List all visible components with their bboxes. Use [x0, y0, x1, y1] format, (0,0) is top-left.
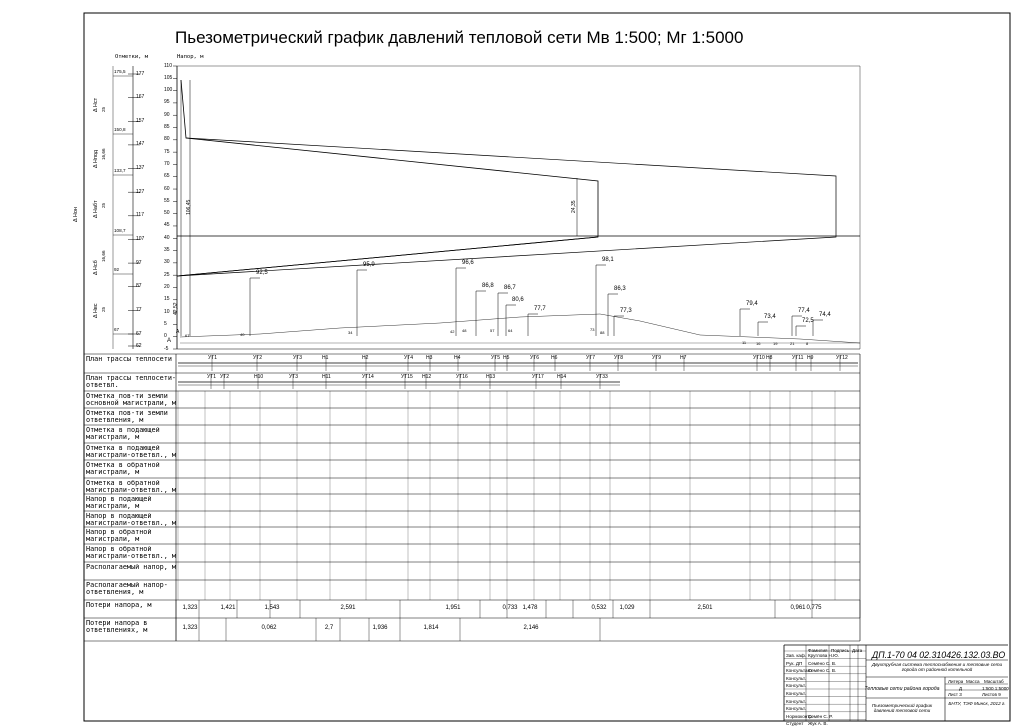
- plan-branch-label: УТ1: [207, 374, 217, 380]
- plan-node-label: УТ11: [792, 355, 804, 361]
- head-tick-label: 45: [164, 222, 170, 229]
- plan-branch-label: УТ15: [401, 374, 413, 380]
- plan-branch-label: УТ16: [456, 374, 468, 380]
- tb-role: Рук. ДП: [786, 660, 803, 666]
- elevation-tick-label: 62: [136, 342, 142, 349]
- plan-node-label: Н1: [322, 355, 329, 361]
- row-label: Располагаемый напор- ответвления, м: [86, 582, 168, 597]
- tb-role: Консульт.: [786, 683, 806, 689]
- loss-branch-value: 2,7: [324, 625, 334, 631]
- branch-value: 72,5: [802, 318, 814, 324]
- row-label: План трассы теплосети- ответвл.: [86, 375, 177, 390]
- tb-role: Консульт.: [786, 691, 806, 696]
- zone-label: Δ Нст: [93, 97, 99, 112]
- elevation-axis-label: Отметки, м: [115, 54, 149, 60]
- row-label: Отметка пов-ти земли ответвления, м: [86, 410, 168, 425]
- elevation-tick-label: 107: [136, 235, 145, 242]
- plan-node-label: Н3: [426, 355, 433, 361]
- zone-height: 25: [101, 106, 106, 112]
- loss-branch-value: 1,936: [372, 625, 388, 631]
- stage-label: Литера: [948, 679, 964, 684]
- head-tick-label: 80: [164, 136, 170, 143]
- level-value: 108,7: [114, 228, 126, 233]
- plan-node-label: Н8: [766, 355, 773, 361]
- head-tick-label: 70: [164, 160, 170, 167]
- scale-value: 1:500 1:5000: [982, 686, 1009, 691]
- dimension-left: 42,52: [173, 302, 179, 315]
- zone-label: Δ Нсб: [93, 260, 99, 275]
- branch-value: 86,3: [614, 286, 626, 292]
- plan-branch-label: Н13: [486, 374, 496, 380]
- elevation-tick-label: 77: [136, 306, 142, 313]
- scale-label: Масштаб: [984, 679, 1004, 684]
- head-tick-label: 75: [164, 148, 170, 155]
- loss-main-value: 0,961: [790, 605, 806, 611]
- branch-value: 73,4: [764, 314, 776, 320]
- row-label: Напор в обратной магистрали-ответвл., м: [86, 546, 177, 561]
- ground-value: 19: [773, 341, 778, 346]
- row-label: Потери напора в ответвлениях, м: [86, 620, 148, 635]
- level-value: 92: [114, 267, 120, 272]
- branch-value: 77,7: [534, 306, 546, 312]
- branch-value: 92,5: [256, 270, 268, 276]
- sheet-border: [84, 13, 1010, 721]
- ground-value: 40: [240, 332, 245, 337]
- tb-person: Жук А. В.: [808, 721, 828, 726]
- elevation-tick-label: 157: [136, 117, 145, 124]
- level-value: 175,5: [114, 69, 126, 74]
- plan-branch-label: Н12: [422, 374, 432, 380]
- supply-main-line: [177, 80, 598, 276]
- head-tick-label: 65: [164, 173, 170, 180]
- ground-value: 88: [600, 330, 605, 335]
- branch-value: 95,9: [363, 262, 375, 268]
- head-tick-label: 15: [164, 296, 170, 303]
- loss-main-value: 1,951: [445, 605, 461, 611]
- level-value: 67: [114, 327, 120, 332]
- loss-main-value: 0,532: [591, 605, 607, 611]
- head-tick-label: 50: [164, 210, 170, 217]
- level-value: 150,8: [114, 127, 126, 132]
- zone-height: 16,66: [101, 250, 106, 262]
- plan-node-label: Н9: [807, 355, 814, 361]
- head-tick-label: 95: [164, 99, 170, 106]
- loss-main-value: 0,775: [806, 605, 822, 611]
- plan-node-label: УТ3: [293, 355, 303, 361]
- branch-value: 79,4: [746, 301, 758, 307]
- plan-node-label: УТ6: [530, 355, 540, 361]
- point-a2: A: [176, 329, 180, 335]
- ground-value: 42: [450, 329, 455, 334]
- row-label: Потери напора, м: [86, 602, 152, 609]
- loss-main-value: 0,733: [502, 605, 518, 611]
- elevation-tick-label: 97: [136, 259, 142, 266]
- branch-value: 77,4: [798, 308, 810, 314]
- head-tick-label: 105: [164, 74, 173, 81]
- plan-branch-label: Н14: [557, 374, 567, 380]
- branch-value: 96,6: [462, 260, 474, 266]
- sheet-count: Листов 9: [982, 692, 1001, 697]
- plan-branch-label: Н11: [322, 374, 331, 380]
- row-label: Напор в подающей магистрали-ответвл., м: [86, 513, 177, 527]
- branch-value: 74,4: [819, 312, 831, 318]
- head-tick-label: 100: [164, 87, 173, 94]
- organization: БНТУ, ТЭФ Минск, 2012 г.: [948, 701, 1006, 706]
- head-tick-label: 5: [164, 320, 167, 327]
- head-tick-label: 10: [164, 308, 170, 315]
- plan-node-label: Н4: [454, 355, 461, 361]
- profile-table: [84, 354, 860, 641]
- row-label: Напор в обратной магистрали, м: [86, 529, 152, 544]
- mass-label: Масса: [966, 679, 980, 684]
- zone-label: Δ Набт: [93, 200, 99, 218]
- tb-header-name: Фамилия: [808, 648, 828, 653]
- elevation-tick-label: 167: [136, 94, 145, 101]
- loss-main-value: 2,501: [697, 605, 713, 611]
- head-tick-label: 60: [164, 185, 170, 192]
- loss-main-value: 1,478: [522, 605, 538, 611]
- loss-branch-value: 1,323: [182, 625, 198, 631]
- head-tick-label: 90: [164, 111, 170, 118]
- zone-height: 16,66: [101, 148, 106, 160]
- head-tick-label: 40: [164, 234, 170, 241]
- tb-header-sign: Подпись: [831, 648, 850, 653]
- plan-node-label: УТ5: [491, 355, 501, 361]
- row-label: Отметка в подающей магистрали-ответвл., м: [86, 445, 177, 460]
- plan-node-label: УТ7: [586, 355, 596, 361]
- page-title: Пьезометрический график давлений тепловой сети Мв 1:500; Мг 1:5000: [175, 28, 744, 47]
- level-value: 133,7: [114, 168, 126, 173]
- tb-role: Студент: [786, 721, 804, 726]
- sheet-number: Лист 3: [948, 692, 962, 697]
- plan-node-label: Н6: [551, 355, 558, 361]
- ground-value: 11: [742, 340, 747, 345]
- plan-branch-label: УТ14: [362, 374, 374, 380]
- zone-label: Δ Нон: [73, 207, 79, 222]
- document-code: ДП.1-70 04 02.310426.132.03.ВО: [872, 650, 1006, 660]
- row-label: Напор в подающей магистрали, м: [86, 496, 152, 511]
- tb-header-date: Дата: [852, 648, 863, 653]
- head-tick-label: 110: [164, 62, 172, 69]
- row-label: Располагаемый напор, м: [86, 564, 177, 571]
- elevation-tick-label: 137: [136, 165, 145, 172]
- loss-main-value: 2,591: [340, 605, 356, 611]
- return-main-line: [177, 237, 598, 276]
- zone-height: 25: [101, 202, 106, 208]
- ground-value: 21: [790, 341, 795, 346]
- tb-person: Семёно С. В.: [808, 668, 837, 674]
- plan-branch-label: Н10: [254, 374, 264, 380]
- loss-branch-value: 2,146: [523, 625, 539, 631]
- loss-main-value: 1,323: [182, 605, 198, 611]
- loss-main-value: 1,421: [220, 605, 236, 611]
- zone-label: Δ Нпод: [93, 150, 99, 168]
- head-tick-label: 85: [164, 124, 170, 131]
- loss-branch-value: 1,814: [423, 625, 439, 631]
- head-tick-label: 30: [164, 259, 170, 266]
- elevation-tick-label: 87: [136, 283, 142, 290]
- branch-value: 86,7: [504, 285, 516, 291]
- tb-person: Семён С. Р.: [808, 713, 833, 719]
- plan-node-label: УТ8: [614, 355, 624, 361]
- elevation-tick-label: 67: [136, 330, 142, 337]
- plan-node-label: УТ1: [208, 355, 218, 361]
- ground-value: 64: [508, 328, 513, 333]
- plan-node-label: УТ12: [836, 355, 848, 361]
- plan-branch-label: УТ3: [289, 374, 299, 380]
- zone-label: Δ Нвс: [93, 303, 99, 318]
- branch-value: 80,6: [512, 297, 524, 303]
- ground-value: 8: [806, 341, 809, 346]
- elevation-tick-label: 117: [136, 212, 144, 219]
- head-tick-label: 25: [164, 271, 170, 278]
- plan-node-label: Н5: [503, 355, 510, 361]
- row-label: Отметка в обратной магистрали-ответвл., м: [86, 480, 177, 494]
- branch-value: 86,8: [482, 283, 494, 289]
- elevation-tick-label: 127: [136, 188, 145, 195]
- tb-role: Консультант: [786, 668, 813, 674]
- plan-node-label: УТ9: [652, 355, 662, 361]
- section-title: Тепловые сети района города: [864, 686, 940, 692]
- head-tick-label: 20: [164, 283, 170, 290]
- point-a: A: [167, 338, 172, 344]
- ground-value: 67: [185, 333, 190, 338]
- tb-role: Консульт.: [786, 675, 806, 681]
- ground-value: 48: [462, 328, 467, 333]
- plan-node-label: УТ2: [253, 355, 263, 361]
- plan-branch-label: УТ33: [596, 374, 608, 380]
- plan-node-label: УТ4: [404, 355, 414, 361]
- plan-node-label: Н7: [680, 355, 687, 361]
- row-label: Отметка пов-ти земли основной магистрали, м: [86, 393, 177, 408]
- head-tick-label: 55: [164, 197, 170, 204]
- head-tick-label: 0: [164, 333, 167, 340]
- loss-branch-value: 0,062: [261, 625, 277, 631]
- row-label: План трассы теплосети: [86, 356, 172, 363]
- zone-height: 25: [101, 306, 106, 312]
- tb-role: Консульт.: [786, 706, 806, 712]
- stage-value: Д: [959, 686, 963, 691]
- plan-node-label: Н2: [362, 355, 369, 361]
- loss-main-value: 1,543: [264, 605, 280, 611]
- project-title: Двухтрубная система теплоснабжения и тепловые сети города от районной котельной: [871, 662, 1003, 672]
- loss-main-value: 1,029: [619, 605, 635, 611]
- head-tick-label: -5: [164, 345, 169, 352]
- tb-role: Зав. каф.: [786, 653, 807, 658]
- tb-role: Нормоконтр.: [786, 713, 814, 719]
- branch-value: 77,3: [620, 308, 632, 314]
- dimension-main: 106,45: [186, 199, 192, 215]
- head-tick-label: 35: [164, 247, 170, 254]
- elevation-tick-label: 177: [136, 70, 145, 77]
- row-label: Отметка в подающей магистрали, м: [86, 427, 160, 442]
- ground-value: 16: [756, 341, 761, 346]
- dimension-right: 24,35: [571, 200, 577, 213]
- plan-node-label: УТ10: [753, 355, 765, 361]
- sheet-title: Пьезометрический график давлений тепловой сети: [871, 703, 933, 713]
- plan-branch-label: УТ17: [532, 374, 544, 380]
- tb-person: Круглова Н.Ю.: [808, 653, 840, 658]
- ground-value: 73: [590, 327, 595, 332]
- elevation-tick-label: 147: [136, 141, 145, 148]
- tb-role: Консульт.: [786, 698, 806, 704]
- supply-main-far: [177, 138, 836, 276]
- ground-value: 57: [490, 328, 495, 333]
- ground-value: 34: [348, 330, 353, 335]
- tb-person: Семёно С. В.: [808, 660, 837, 666]
- plan-branch-label: УТ2: [220, 374, 230, 380]
- head-axis-label: Напор, м: [177, 54, 204, 60]
- row-label: Отметка в обратной магистрали, м: [86, 462, 160, 477]
- branch-value: 98,1: [602, 257, 614, 263]
